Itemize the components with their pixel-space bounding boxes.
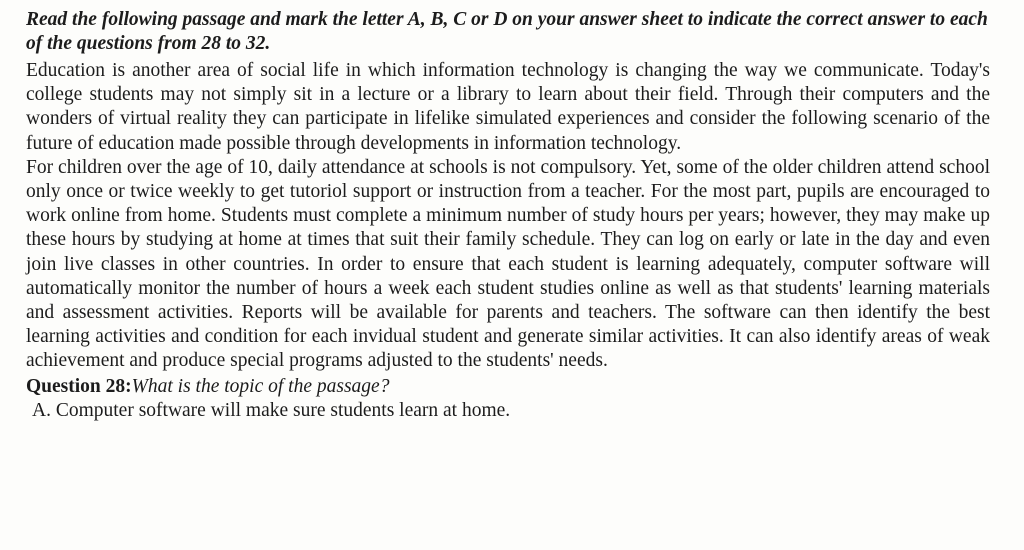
answer-option-a[interactable]: A. Computer software will make sure students learn at home. (32, 399, 511, 421)
question-28 (26, 375, 990, 399)
passage-paragraph-1: Education is another area of social life in which information technology is changing the way we communicate. Today's college students may not simply sit in a lecture or a library to learn about their field. Through their computers and the wonders of virtual reality they can participate in lifelike simulated experiences and consider the following scenario of the future of education made possible through developments in information technology. (26, 60, 990, 154)
question-label: Question 28: (26, 375, 132, 397)
question-text: What is the topic of the passage? (131, 375, 390, 397)
cropped-previous-line (26, 0, 990, 6)
reading-instruction: Read the following passage and mark the letter A, B, C or D on your answer sheet to indicate the correct answer to each of the questions from 28 to 32. (26, 9, 988, 54)
passage-paragraph-2: For children over the age of 10, daily attendance at schools is not compulsory. Yet, some of the older children attend school only once or twice weekly to get tutoriol support or instruction from a teacher. For the most part, pupils are encouraged to work online from home. Students must complete a minimum number of study hours per years; however, they may make up these hours by studying at home at times that suit their family schedule. They can log on early or late in the day and even join live classes in other countries. In order to ensure that each student is learning adequately, computer software will automatically monitor the number of hours a week each student studies online as well as that students' learning materials and assessment activities. Reports will be available for parents and teachers. The software can then identify the best learning activities and condition for each invidual student and generate similar activities. It can also identify areas of weak achievement and produce special programs adjusted to the students' needs. (26, 156, 990, 372)
